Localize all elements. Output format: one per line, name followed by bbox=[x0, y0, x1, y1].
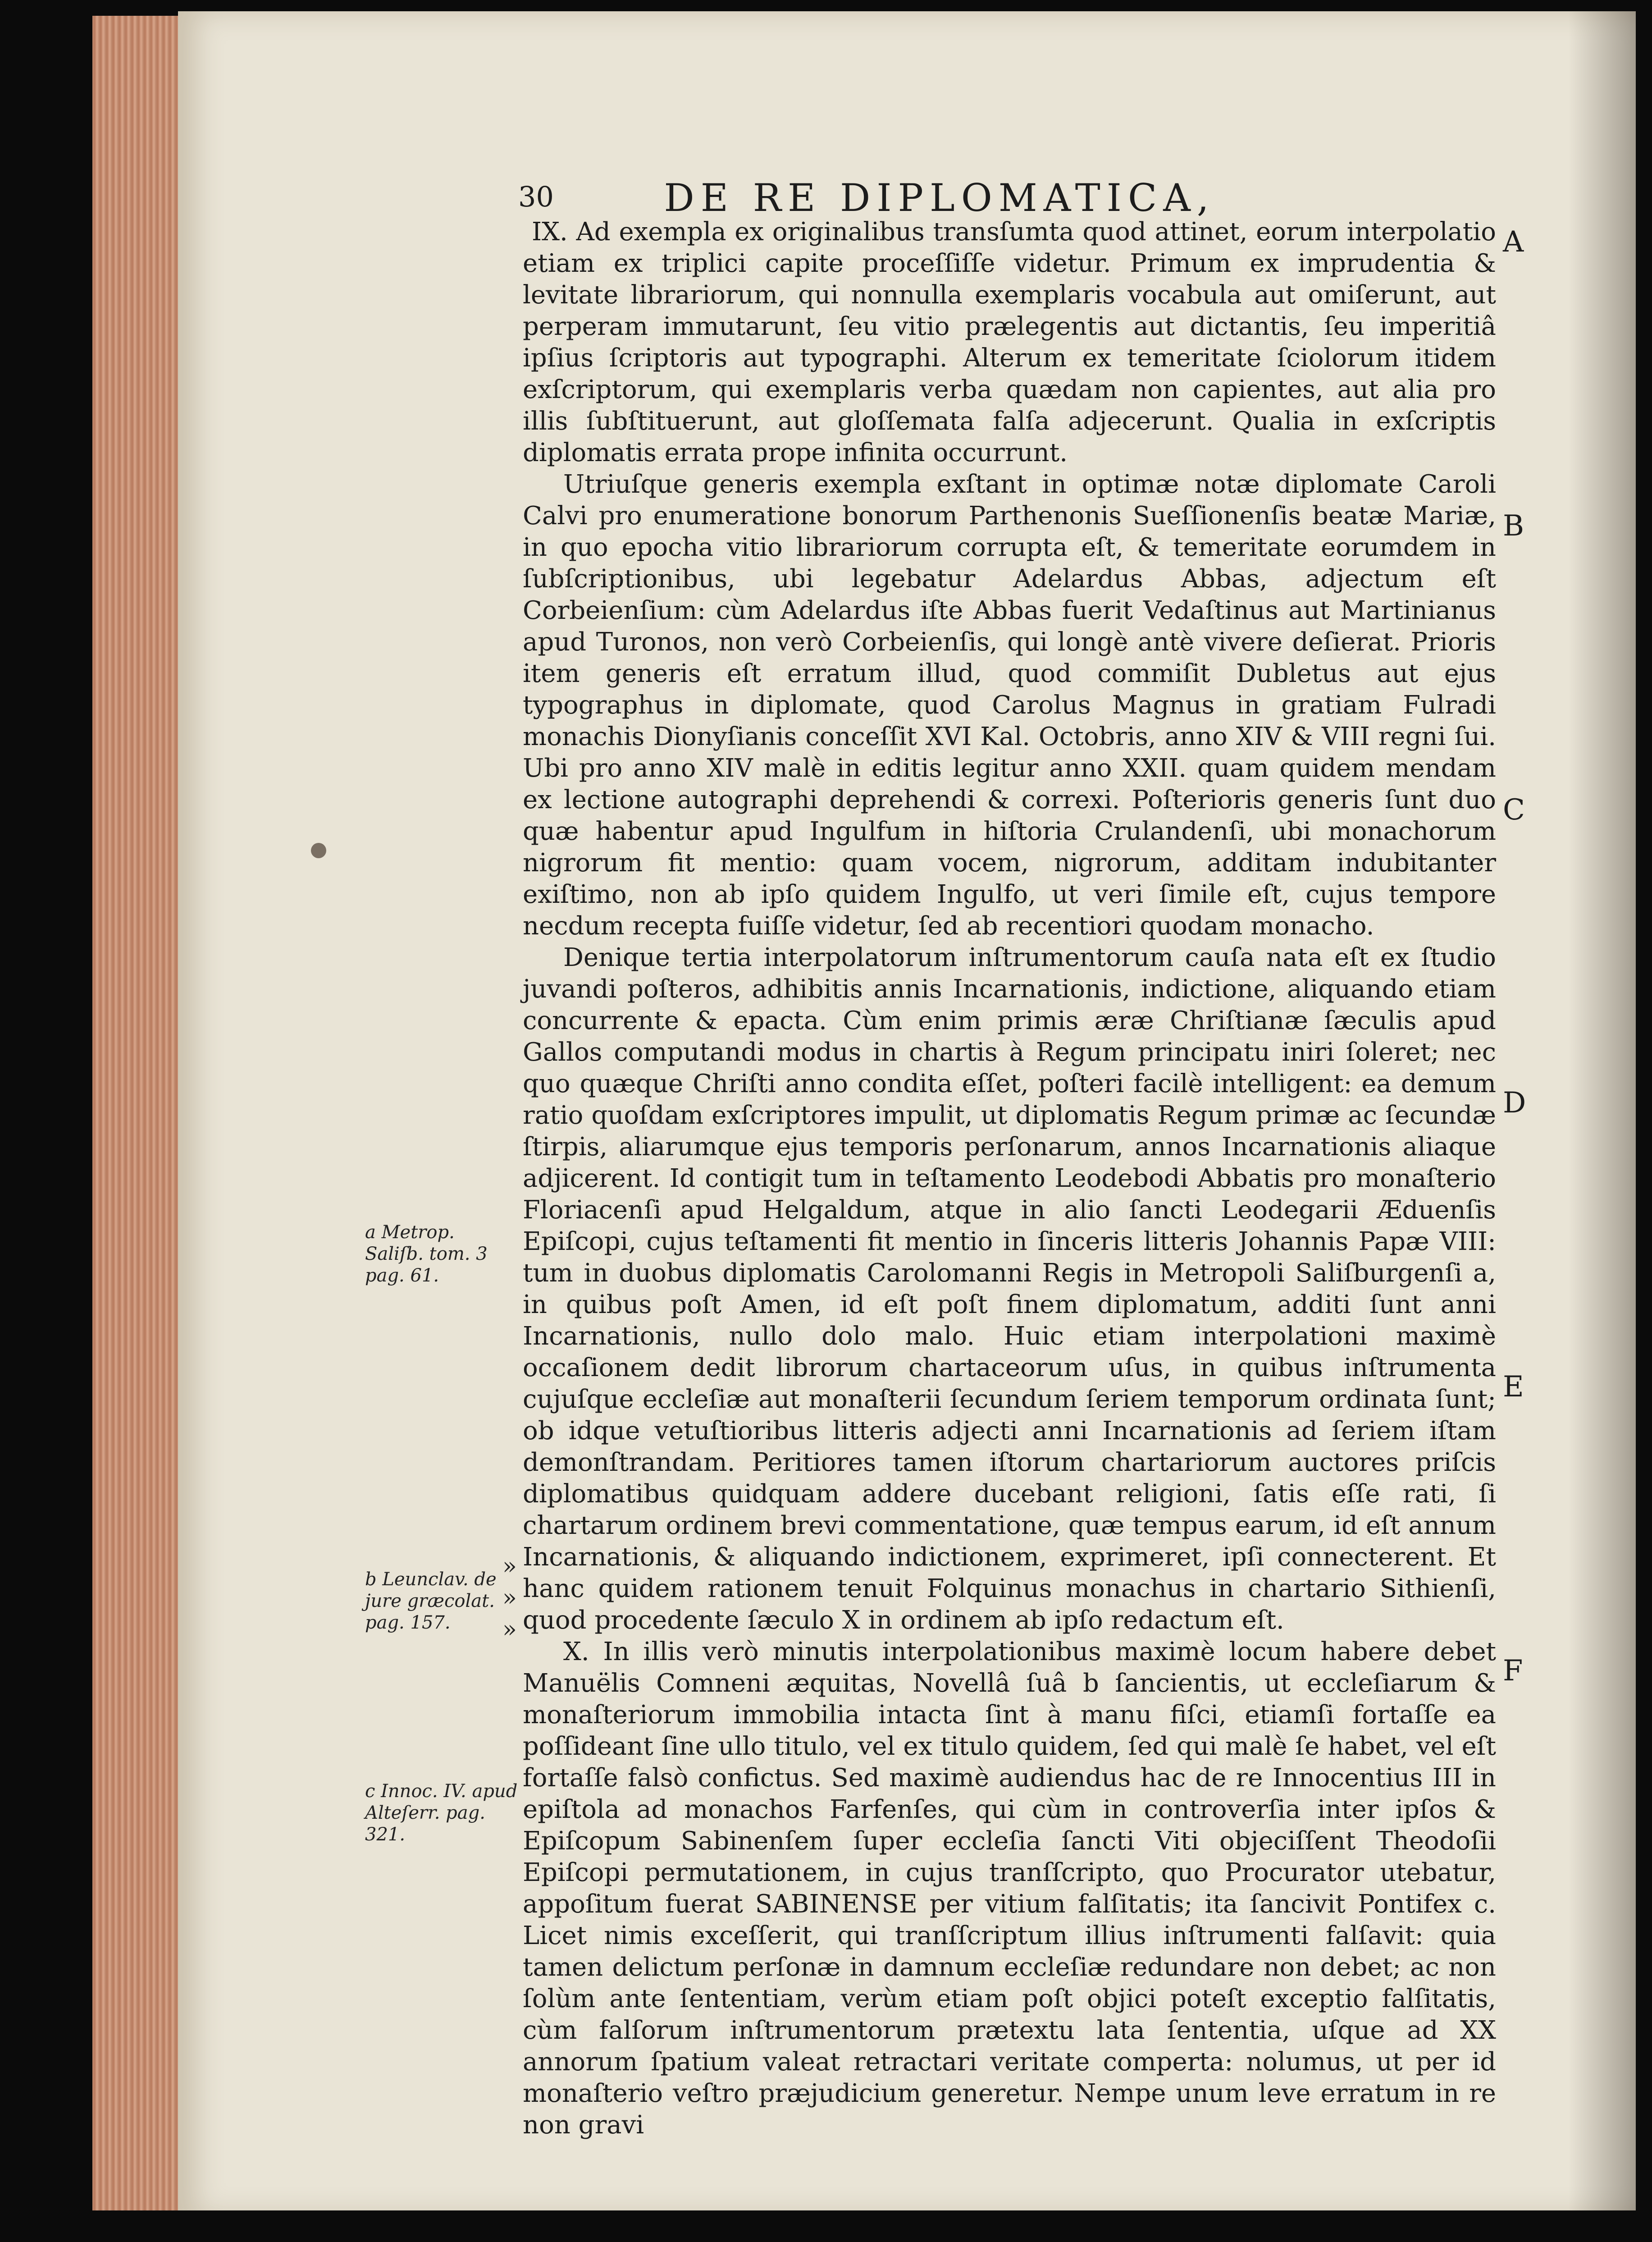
margin-note-b: b Leunclav. de jure græcolat. pag. 157. bbox=[365, 1569, 497, 1633]
section-letter-b: B bbox=[1503, 509, 1524, 543]
page-edges bbox=[92, 16, 192, 2213]
paragraph-4: X. In illis verò minutis interpolationibus maximè locum habere debet Manuëlis Comneni æquitas, Novellâ ſuâ b ſancientis, ut eccleſiarum & monaſteriorum immobilia intacta ſint à manu fiſci, etiamſi fortaſſe ea poſſideant ſine ullo titulo, vel ex titulo quidem, ſed qui malè ſe habet, vel eſt fortaſſe falsò confictus. Sed maximè audiendus hac de re Innocentius III in epiſtola ad monachos Farfenſes, qui cùm in controverſia inter ipſos & Epiſcopum Sabinenſem ſuper eccleſia ſancti Viti objeciſſent Theodoſii Epiſcopi permutationem, in cujus tranſſcripto, quo Procurator utebatur, appoſitum fuerat SABINENSE per vitium falſitatis; ita ſancivit Pontifex c. Licet nimis exceſſerit, qui tranſſcriptum illius inſtrumenti falſavit: quia tamen delictum perſonæ in damnum eccleſiæ redundare non debet; ac non ſolùm ante ſententiam, verùm etiam poſt objici poteſt exceptio falſitatis, cùm falſorum inſtrumentorum prætextu lata ſententia, uſque ad XX annorum ſpatium valeat retractari veritate comperta: nolumus, ut per id monaſterio veſtro præjudicium generetur. Nempe unum leve erratum in re non gravi bbox=[523, 1637, 1496, 2140]
page-title: DE RE DIPLOMATICA, bbox=[664, 176, 1215, 220]
section-letter-a: A bbox=[1503, 225, 1524, 259]
section-letter-f: F bbox=[1503, 1654, 1523, 1688]
margin-note-a: a Metrop. Saliſb. tom. 3 pag. 61. bbox=[365, 1222, 488, 1286]
page-number: 30 bbox=[518, 180, 554, 213]
paragraph-2: Utriuſque generis exempla exſtant in optimæ notæ diplomate Caroli Calvi pro enumeratione bonorum Parthenonis Sueſſionenſis beatæ Mariæ, in quo epocha vitio librariorum corrupta eſt, & temeritate eorumdem in ſubſcriptionibus, ubi legebatur Adelardus Abbas, adjectum eſt Corbeienſium: cùm Adelardus iſte Abbas fuerit Vedaſtinus aut Martinianus apud Turonos, non verò Corbeienſis, qui longè antè vivere deſierat. Prioris item generis eſt erratum illud, quod commiſit Dubletus aut ejus typographus in diplomate, quod Carolus Magnus in gratiam Fulradi monachis Dionyſianis conceſſit XVI Kal. Octobris, anno XIV & VIII regni ſui. Ubi pro anno XIV malè in editis legitur anno XXII. quam quidem mendam ex lectione autographi deprehendi & correxi. Poſterioris generis ſunt duo quæ habentur apud Ingulfum in hiſtoria Crulandenſi, ubi monachorum nigrorum fit mentio: quam vocem, nigrorum, additam indubitanter exiſtimo, non ab ipſo quidem Ingulfo, ut veri ſimile eſt, cujus tempore necdum recepta fuiſſe videtur, ſed ab recentiori quodam monacho. bbox=[523, 470, 1496, 941]
section-letter-c: C bbox=[1503, 793, 1525, 827]
section-letter-e: E bbox=[1503, 1370, 1524, 1404]
margin-note-c: c Innoc. IV. apud Alteſerr. pag. 321. bbox=[365, 1781, 518, 1845]
spine-shadow bbox=[1568, 11, 1636, 2215]
section-letter-d: D bbox=[1503, 1086, 1526, 1120]
ink-spot bbox=[311, 843, 326, 858]
main-text bbox=[523, 216, 1496, 2141]
quotation-marks: » » » bbox=[502, 1553, 517, 1643]
paragraph-3: Denique tertia interpolatorum inſtrumentorum cauſa nata eſt ex ſtudio juvandi poſteros, adhibitis annis Incarnationis, indictione, aliquando etiam concurrente & epacta. Cùm enim primis æræ Chriſtianæ ſæculis apud Gallos computandi modus in chartis à Regum principatu iniri ſoleret; nec quo quæque Chriſti anno condita eſſet, poſteri facilè intelligent: ea demum ratio quoſdam exſcriptores impulit, ut diplomatis Regum primæ ac ſecundæ ſtirpis, aliarumque ejus temporis perſonarum, annos Incarnationis aliaque adjicerent. Id contigit tum in teſtamento Leodebodi Abbatis pro monaſterio Floriacenſi apud Helgaldum, atque in alio ſancti Leodegarii Æduenſis Epiſcopi, cujus teſtamenti fit mentio in ſinceris litteris Johannis Papæ VIII: tum in duobus diplomatis Carolomanni Regis in Metropoli Saliſburgenſi a, in quibus poſt Amen, id eſt poſt finem diplomatum, additi ſunt anni Incarnationis, nullo dolo malo. Huic etiam interpolationi maximè occaſionem dedit librorum chartaceorum uſus, in quibus inſtrumenta cujuſque eccleſiæ aut monaſterii ſecundum ſeriem temporum ordinata ſunt; ob idque vetuſtioribus litteris adjecti anni Incarnationis ad ſeriem iſtam demonſtrandam. Peritiores tamen iſtorum chartariorum auctores priſcis diplomatibus quidquam addere ducebant religioni, ſatis eſſe rati, ſi chartarum ordinem brevi commentatione, quæ tempus earum, id eſt annum Incarnationis, & aliquando indictionem, exprimeret, ipſi connecterent. Et hanc quidem rationem tenuit Folquinus monachus in chartario Sithienſi, quod procedente ſæculo X in ordinem ab ipſo redactum eſt. bbox=[523, 943, 1496, 1635]
paragraph-1: IX. Ad exempla ex originalibus transſumta quod attinet, eorum interpolatio etiam ex triplici capite proceſſiſſe videtur. Primum ex imprudentia & levitate librariorum, qui nonnulla exemplaris vocabula aut omiſerunt, aut perperam immutarunt, ſeu vitio prælegentis aut dictantis, ſeu imperitiâ ipſius ſcriptoris aut typographi. Alterum ex temeritate ſciolorum itidem exſcriptorum, qui exemplaris verba quædam non capientes, aut alia pro illis ſubſtituerunt, aut gloſſemata falſa adjecerunt. Qualia in exſcriptis diplomatis errata prope infinita occurrunt. bbox=[523, 217, 1496, 467]
bottom-frame bbox=[0, 2210, 1652, 2242]
